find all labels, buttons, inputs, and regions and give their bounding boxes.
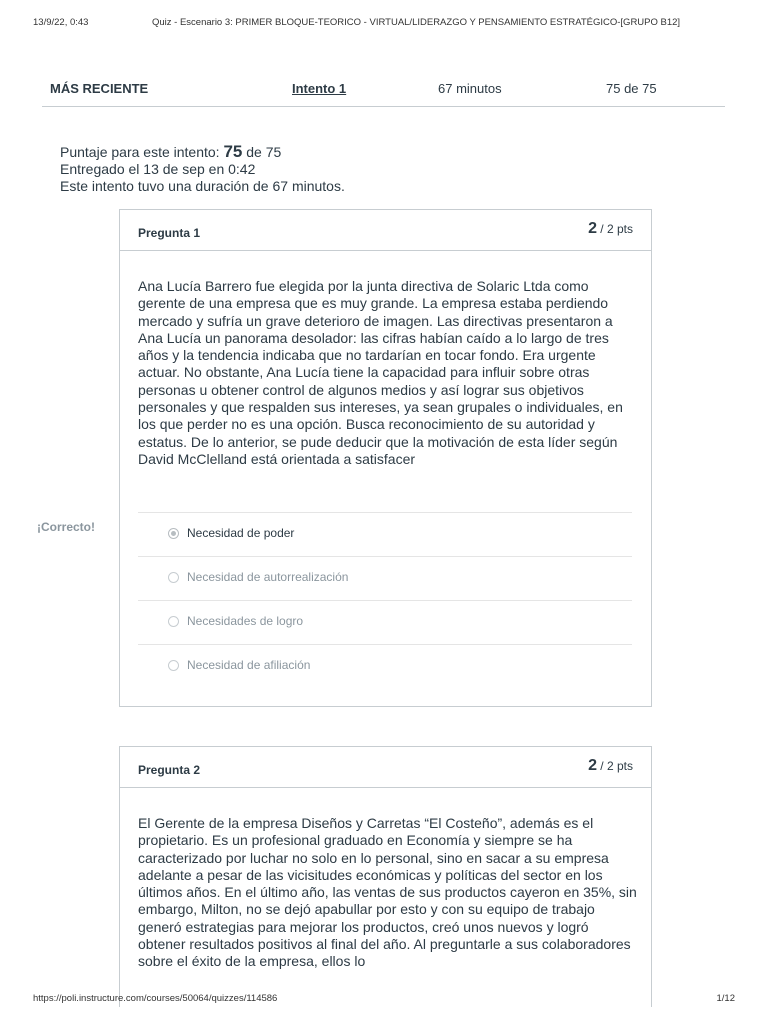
print-page-number: 1/12 bbox=[716, 993, 735, 1004]
radio-icon bbox=[168, 616, 179, 627]
score-prefix: Puntaje para este intento: bbox=[60, 144, 224, 160]
score-suffix: de 75 bbox=[242, 144, 282, 160]
attempt-label: MÁS RECIENTE bbox=[50, 81, 149, 96]
answer-option[interactable] bbox=[138, 557, 632, 601]
question-header bbox=[120, 210, 651, 251]
attempt-time: 67 minutos bbox=[438, 81, 502, 96]
question-points bbox=[588, 757, 633, 775]
answer-option[interactable] bbox=[138, 513, 632, 557]
answer-text: Necesidad de autorrealización bbox=[187, 570, 349, 584]
answer-text: Necesidad de afiliación bbox=[187, 658, 311, 672]
answer-text: Necesidad de poder bbox=[187, 526, 295, 540]
correct-flag: ¡Correcto! bbox=[37, 520, 96, 534]
print-title: Quiz - Escenario 3: PRIMER BLOQUE-TEORICO - VIRTUAL/LIDERAZGO Y PENSAMIENTO ESTRATÉGICO-[GRUPO B12] bbox=[152, 17, 681, 28]
question-text: Ana Lucía Barrero fue elegida por la junta directiva de Solaric Ltda como gerente de una empresa que es muy grande. La empresa estaba perdiendo mercado y sufría un grave deterioro de imagen. Las directivas presentaron a Ana Lucía un panorama desolador: las cifras habían caído a lo largo de tres años y la tendencia indicaba que no tardarían en tocar fondo. Era urgente actuar. No obstante, Ana Lucía tiene la capacidad para influir sobre otras personas u obtener control de algunos medios y así lograr sus objetivos personales y que respalden sus intereses, ya sean grupales o individuales, en los que perder no es una opción. Busca reconocimiento de su autoridad y estatus. De lo anterior, se pude deducir que la motivación de esta líder según David McClelland está orientada a satisfacer bbox=[138, 278, 623, 467]
question-name: Pregunta 1 bbox=[138, 226, 201, 240]
attempt-history-row bbox=[42, 70, 725, 107]
points-total: / 2 pts bbox=[596, 222, 633, 236]
score-line bbox=[60, 143, 345, 161]
question-name: Pregunta 2 bbox=[138, 763, 201, 777]
question-card-1 bbox=[119, 209, 652, 707]
attempt-link[interactable]: Intento 1 bbox=[292, 81, 347, 96]
attempt-summary bbox=[60, 143, 345, 195]
submitted-line: Entregado el 13 de sep en 0:42 bbox=[60, 161, 256, 177]
points-earned: 2 bbox=[588, 757, 597, 774]
attempt-score: 75 de 75 bbox=[606, 81, 657, 96]
points-earned: 2 bbox=[588, 220, 597, 237]
points-total: / 2 pts bbox=[596, 759, 633, 773]
answer-option[interactable] bbox=[138, 645, 632, 688]
print-url: https://poli.instructure.com/courses/50064/quizzes/114586 bbox=[33, 993, 278, 1004]
question-card-2 bbox=[119, 746, 652, 1007]
radio-selected-icon bbox=[168, 528, 179, 539]
radio-icon bbox=[168, 572, 179, 583]
duration-line: Este intento tuvo una duración de 67 minutos. bbox=[60, 178, 345, 194]
print-date: 13/9/22, 0:43 bbox=[33, 17, 89, 28]
score-value: 75 bbox=[223, 142, 243, 161]
answer-list bbox=[138, 512, 632, 688]
question-header bbox=[120, 747, 651, 788]
radio-icon bbox=[168, 660, 179, 671]
answer-option[interactable] bbox=[138, 601, 632, 645]
question-points bbox=[588, 220, 633, 238]
question-text: El Gerente de la empresa Diseños y Carretas “El Costeño”, además es el propietario. Es un profesional graduado en Economía y siempre se ha caracterizado por luchar no solo en lo personal, sino en sacar a su empresa adelante a pesar de las vicisitudes económicas y políticas del sector en los últimos años. En el último año, las ventas de sus productos cayeron en 35%, sin embargo, Milton, no se dejó apabullar por esto y con su equipo de trabajo generó estrategias para mejorar los productos, creó unos nuevos y logró obtener resultados positivos al final del año. Al preguntarle a sus colaboradores sobre el éxito de la empresa, ellos lo bbox=[138, 815, 637, 970]
answer-text: Necesidades de logro bbox=[187, 614, 304, 628]
